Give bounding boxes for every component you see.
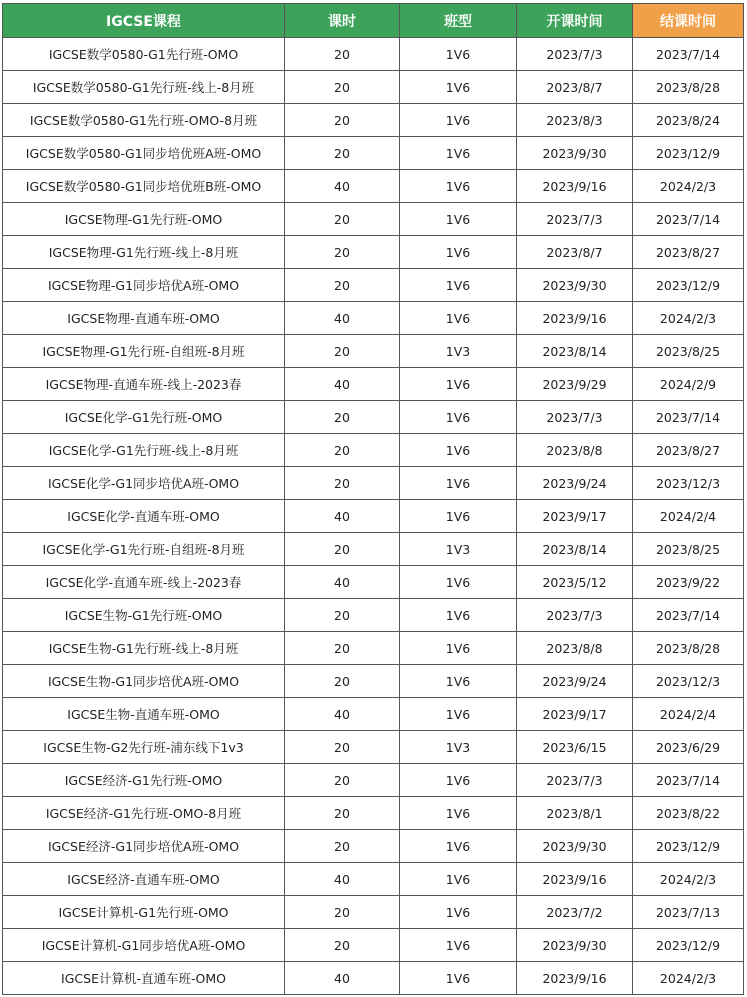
- start-date-cell: 2023/8/7: [517, 236, 633, 269]
- course-name-cell: IGCSE生物-G1同步培优A班-OMO: [3, 665, 285, 698]
- header-end-date: 结课时间: [633, 4, 744, 38]
- class-type-cell: 1V6: [400, 830, 517, 863]
- end-date-cell: 2023/7/14: [633, 764, 744, 797]
- end-date-cell: 2024/2/3: [633, 170, 744, 203]
- table-row: [3, 269, 744, 302]
- hours-cell: 20: [285, 533, 400, 566]
- end-date-cell: 2023/8/28: [633, 632, 744, 665]
- end-date-cell: 2023/7/13: [633, 896, 744, 929]
- class-type-cell: 1V6: [400, 962, 517, 995]
- table-row: [3, 434, 744, 467]
- start-date-cell: 2023/7/2: [517, 896, 633, 929]
- course-name-cell: IGCSE经济-G1同步培优A班-OMO: [3, 830, 285, 863]
- hours-cell: 20: [285, 665, 400, 698]
- hours-cell: 20: [285, 929, 400, 962]
- class-type-cell: 1V6: [400, 896, 517, 929]
- end-date-cell: 2023/12/9: [633, 830, 744, 863]
- class-type-cell: 1V6: [400, 797, 517, 830]
- class-type-cell: 1V6: [400, 38, 517, 71]
- end-date-cell: 2023/8/24: [633, 104, 744, 137]
- course-name-cell: IGCSE生物-G1先行班-OMO: [3, 599, 285, 632]
- hours-cell: 20: [285, 764, 400, 797]
- end-date-cell: 2023/8/27: [633, 434, 744, 467]
- hours-cell: 20: [285, 137, 400, 170]
- start-date-cell: 2023/9/16: [517, 962, 633, 995]
- end-date-cell: 2023/12/9: [633, 269, 744, 302]
- course-schedule-table: [2, 3, 744, 995]
- class-type-cell: 1V6: [400, 599, 517, 632]
- table-row: [3, 203, 744, 236]
- table-row: [3, 764, 744, 797]
- table-row: [3, 632, 744, 665]
- course-name-cell: IGCSE经济-G1先行班-OMO: [3, 764, 285, 797]
- class-type-cell: 1V6: [400, 500, 517, 533]
- table-row: [3, 38, 744, 71]
- course-name-cell: IGCSE数学0580-G1先行班-OMO-8月班: [3, 104, 285, 137]
- end-date-cell: 2023/8/25: [633, 335, 744, 368]
- table-row: [3, 500, 744, 533]
- end-date-cell: 2024/2/4: [633, 500, 744, 533]
- header-start-date: 开课时间: [517, 4, 633, 38]
- start-date-cell: 2023/6/15: [517, 731, 633, 764]
- course-name-cell: IGCSE数学0580-G1先行班-OMO: [3, 38, 285, 71]
- course-name-cell: IGCSE化学-G1先行班-OMO: [3, 401, 285, 434]
- course-name-cell: IGCSE生物-直通车班-OMO: [3, 698, 285, 731]
- class-type-cell: 1V6: [400, 401, 517, 434]
- hours-cell: 20: [285, 830, 400, 863]
- end-date-cell: 2024/2/3: [633, 962, 744, 995]
- hours-cell: 20: [285, 797, 400, 830]
- class-type-cell: 1V6: [400, 71, 517, 104]
- class-type-cell: 1V6: [400, 236, 517, 269]
- header-class-type: 班型: [400, 4, 517, 38]
- course-name-cell: IGCSE物理-G1先行班-自组班-8月班: [3, 335, 285, 368]
- start-date-cell: 2023/7/3: [517, 401, 633, 434]
- end-date-cell: 2023/12/9: [633, 137, 744, 170]
- class-type-cell: 1V6: [400, 170, 517, 203]
- hours-cell: 40: [285, 500, 400, 533]
- class-type-cell: 1V6: [400, 566, 517, 599]
- class-type-cell: 1V6: [400, 434, 517, 467]
- end-date-cell: 2023/7/14: [633, 401, 744, 434]
- start-date-cell: 2023/9/30: [517, 137, 633, 170]
- class-type-cell: 1V6: [400, 269, 517, 302]
- end-date-cell: 2023/8/25: [633, 533, 744, 566]
- class-type-cell: 1V6: [400, 104, 517, 137]
- class-type-cell: 1V6: [400, 632, 517, 665]
- start-date-cell: 2023/9/16: [517, 863, 633, 896]
- end-date-cell: 2024/2/9: [633, 368, 744, 401]
- hours-cell: 20: [285, 632, 400, 665]
- hours-cell: 20: [285, 401, 400, 434]
- table-row: [3, 962, 744, 995]
- hours-cell: 40: [285, 302, 400, 335]
- course-name-cell: IGCSE计算机-直通车班-OMO: [3, 962, 285, 995]
- start-date-cell: 2023/8/3: [517, 104, 633, 137]
- class-type-cell: 1V6: [400, 368, 517, 401]
- table-row: [3, 929, 744, 962]
- hours-cell: 20: [285, 599, 400, 632]
- hours-cell: 20: [285, 203, 400, 236]
- end-date-cell: 2023/8/27: [633, 236, 744, 269]
- start-date-cell: 2023/7/3: [517, 599, 633, 632]
- table-row: [3, 797, 744, 830]
- table-row: [3, 335, 744, 368]
- hours-cell: 40: [285, 698, 400, 731]
- end-date-cell: 2023/7/14: [633, 38, 744, 71]
- end-date-cell: 2023/7/14: [633, 203, 744, 236]
- course-name-cell: IGCSE计算机-G1同步培优A班-OMO: [3, 929, 285, 962]
- table-body: [3, 38, 744, 995]
- start-date-cell: 2023/7/3: [517, 38, 633, 71]
- course-name-cell: IGCSE化学-直通车班-线上-2023春: [3, 566, 285, 599]
- end-date-cell: 2023/8/28: [633, 71, 744, 104]
- start-date-cell: 2023/9/29: [517, 368, 633, 401]
- hours-cell: 20: [285, 434, 400, 467]
- end-date-cell: 2023/9/22: [633, 566, 744, 599]
- course-name-cell: IGCSE化学-G1先行班-自组班-8月班: [3, 533, 285, 566]
- class-type-cell: 1V6: [400, 665, 517, 698]
- start-date-cell: 2023/9/30: [517, 929, 633, 962]
- start-date-cell: 2023/9/16: [517, 302, 633, 335]
- end-date-cell: 2024/2/3: [633, 302, 744, 335]
- course-name-cell: IGCSE经济-直通车班-OMO: [3, 863, 285, 896]
- class-type-cell: 1V6: [400, 302, 517, 335]
- class-type-cell: 1V6: [400, 863, 517, 896]
- hours-cell: 20: [285, 335, 400, 368]
- table-row: [3, 731, 744, 764]
- course-name-cell: IGCSE物理-G1先行班-OMO: [3, 203, 285, 236]
- start-date-cell: 2023/9/16: [517, 170, 633, 203]
- start-date-cell: 2023/5/12: [517, 566, 633, 599]
- hours-cell: 40: [285, 863, 400, 896]
- start-date-cell: 2023/9/24: [517, 665, 633, 698]
- course-name-cell: IGCSE数学0580-G1同步培优班B班-OMO: [3, 170, 285, 203]
- hours-cell: 40: [285, 170, 400, 203]
- end-date-cell: 2023/12/3: [633, 665, 744, 698]
- table-row: [3, 863, 744, 896]
- table-row: [3, 698, 744, 731]
- start-date-cell: 2023/9/17: [517, 500, 633, 533]
- table-row: [3, 170, 744, 203]
- start-date-cell: 2023/9/17: [517, 698, 633, 731]
- start-date-cell: 2023/7/3: [517, 203, 633, 236]
- header-row: [3, 4, 744, 38]
- course-name-cell: IGCSE物理-G1同步培优A班-OMO: [3, 269, 285, 302]
- table-row: [3, 236, 744, 269]
- table-row: [3, 368, 744, 401]
- class-type-cell: 1V3: [400, 731, 517, 764]
- hours-cell: 20: [285, 38, 400, 71]
- end-date-cell: 2023/12/3: [633, 467, 744, 500]
- hours-cell: 40: [285, 566, 400, 599]
- table-row: [3, 599, 744, 632]
- course-name-cell: IGCSE物理-直通车班-线上-2023春: [3, 368, 285, 401]
- table-row: [3, 104, 744, 137]
- class-type-cell: 1V6: [400, 764, 517, 797]
- hours-cell: 40: [285, 962, 400, 995]
- table-row: [3, 830, 744, 863]
- table-row: [3, 467, 744, 500]
- header-course: IGCSE课程: [3, 4, 285, 38]
- start-date-cell: 2023/9/30: [517, 269, 633, 302]
- table-row: [3, 302, 744, 335]
- start-date-cell: 2023/8/7: [517, 71, 633, 104]
- course-name-cell: IGCSE化学-G1同步培优A班-OMO: [3, 467, 285, 500]
- table-row: [3, 137, 744, 170]
- hours-cell: 20: [285, 71, 400, 104]
- hours-cell: 20: [285, 731, 400, 764]
- table-row: [3, 71, 744, 104]
- start-date-cell: 2023/9/30: [517, 830, 633, 863]
- course-name-cell: IGCSE化学-直通车班-OMO: [3, 500, 285, 533]
- hours-cell: 20: [285, 269, 400, 302]
- class-type-cell: 1V6: [400, 203, 517, 236]
- start-date-cell: 2023/8/1: [517, 797, 633, 830]
- course-name-cell: IGCSE计算机-G1先行班-OMO: [3, 896, 285, 929]
- end-date-cell: 2023/8/22: [633, 797, 744, 830]
- course-name-cell: IGCSE生物-G1先行班-线上-8月班: [3, 632, 285, 665]
- course-name-cell: IGCSE数学0580-G1同步培优班A班-OMO: [3, 137, 285, 170]
- end-date-cell: 2023/12/9: [633, 929, 744, 962]
- header-hours: 课时: [285, 4, 400, 38]
- course-name-cell: IGCSE物理-直通车班-OMO: [3, 302, 285, 335]
- hours-cell: 20: [285, 236, 400, 269]
- end-date-cell: 2024/2/3: [633, 863, 744, 896]
- hours-cell: 20: [285, 467, 400, 500]
- hours-cell: 20: [285, 896, 400, 929]
- table-row: [3, 665, 744, 698]
- table-row: [3, 533, 744, 566]
- course-name-cell: IGCSE生物-G2先行班-浦东线下1v3: [3, 731, 285, 764]
- course-name-cell: IGCSE数学0580-G1先行班-线上-8月班: [3, 71, 285, 104]
- course-name-cell: IGCSE物理-G1先行班-线上-8月班: [3, 236, 285, 269]
- end-date-cell: 2023/7/14: [633, 599, 744, 632]
- course-name-cell: IGCSE经济-G1先行班-OMO-8月班: [3, 797, 285, 830]
- class-type-cell: 1V3: [400, 335, 517, 368]
- start-date-cell: 2023/8/8: [517, 434, 633, 467]
- start-date-cell: 2023/8/8: [517, 632, 633, 665]
- class-type-cell: 1V6: [400, 929, 517, 962]
- end-date-cell: 2024/2/4: [633, 698, 744, 731]
- table-row: [3, 896, 744, 929]
- class-type-cell: 1V6: [400, 137, 517, 170]
- hours-cell: 20: [285, 104, 400, 137]
- table-row: [3, 401, 744, 434]
- start-date-cell: 2023/7/3: [517, 764, 633, 797]
- start-date-cell: 2023/8/14: [517, 533, 633, 566]
- table-row: [3, 566, 744, 599]
- start-date-cell: 2023/9/24: [517, 467, 633, 500]
- start-date-cell: 2023/8/14: [517, 335, 633, 368]
- end-date-cell: 2023/6/29: [633, 731, 744, 764]
- class-type-cell: 1V6: [400, 698, 517, 731]
- class-type-cell: 1V6: [400, 467, 517, 500]
- course-name-cell: IGCSE化学-G1先行班-线上-8月班: [3, 434, 285, 467]
- hours-cell: 40: [285, 368, 400, 401]
- class-type-cell: 1V3: [400, 533, 517, 566]
